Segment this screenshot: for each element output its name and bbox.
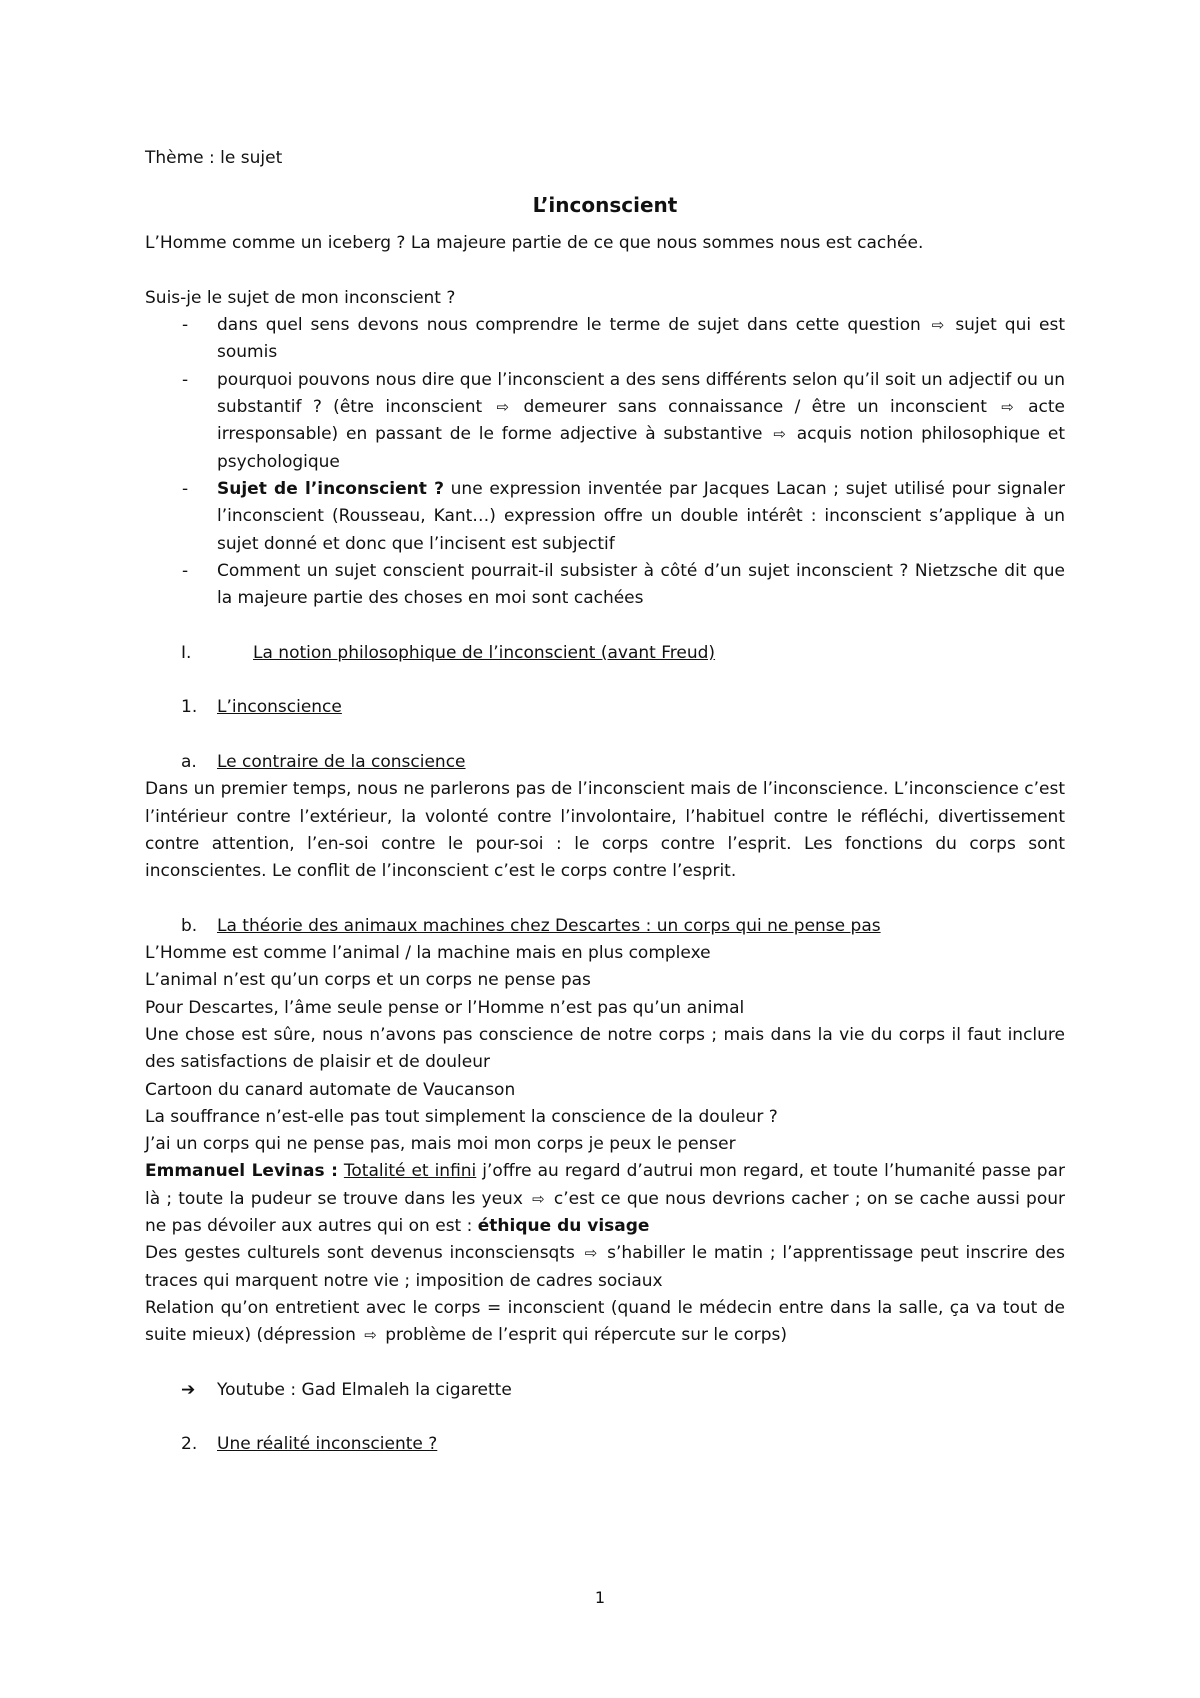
- text-line: Cartoon du canard automate de Vaucanson: [145, 1079, 516, 1100]
- right-arrow-icon: ⇨: [1001, 398, 1014, 417]
- text-line: L’Homme est comme l’animal / la machine mais en plus complexe: [145, 943, 711, 964]
- bullet-item: - Sujet de l’inconscient ? une expression inventée par Jacques Lacan ; sujet utilisé pour signaler l’inconscient (Rousseau, Kant…) expression offre un double intérêt : inconscient s’applique à un sujet donné et donc que l’incisent est subjectif: [182, 478, 1065, 554]
- gestes-paragraph: Des gestes culturels sont devenus inconsciensqts ⇨ s’habiller le matin ; l’apprentissage peut inscrire des traces qui marquent notre vie ; imposition de cadres sociaux: [145, 1240, 1065, 1295]
- document-title: L’inconscient: [532, 193, 678, 218]
- youtube-reference: ➔ Youtube : Gad Elmaleh la cigarette: [145, 1377, 1065, 1404]
- text-line: La souffrance n’est-elle pas tout simplement la conscience de la douleur ?: [145, 1106, 778, 1127]
- right-arrow-icon: ⇨: [496, 398, 510, 417]
- text-line: L’animal n’est qu’un corps et un corps ne pense pas: [145, 970, 591, 991]
- bold-arrow-icon: ➔: [181, 1379, 196, 1400]
- text-line: Pour Descartes, l’âme seule pense or l’Homme n’est pas qu’un animal: [145, 997, 745, 1018]
- document-body: [145, 145, 1065, 1459]
- right-arrow-icon: ⇨: [931, 316, 945, 335]
- right-arrow-icon: ⇨: [584, 1244, 598, 1263]
- bullet-item: - dans quel sens devons nous comprendre le terme de sujet dans cette question ⇨ sujet qui est soumis: [145, 312, 1065, 367]
- text-line: Une chose est sûre, nous n’avons pas conscience de notre corps ; mais dans la vie du corps il faut inclure des satisfactions de plaisir et de douleur: [145, 1024, 1065, 1073]
- relation-paragraph: Relation qu’on entretient avec le corps = inconscient (quand le médecin entre dans la salle, ça va tout de suite mieux) (dépression ⇨ problème de l’esprit qui répercute sur le corps): [145, 1295, 1065, 1350]
- right-arrow-icon: ⇨: [532, 1189, 545, 1208]
- right-arrow-icon: ⇨: [773, 425, 786, 444]
- text-line: J’ai un corps qui ne pense pas, mais moi mon corps je peux le penser: [145, 1134, 736, 1155]
- question-line: Suis-je le sujet de mon inconscient ?: [145, 287, 456, 308]
- levinas-paragraph: Emmanuel Levinas : Totalité et infini j’offre au regard d’autrui mon regard, et toute l’humanité passe par là ; toute la pudeur se trouve dans les yeux ⇨ c’est ce que nous devrions cacher ; on se cache aussi pour ne pas dévoiler aux autres qui on est : éthique du visage: [145, 1161, 1065, 1236]
- subsection-heading-b: b. La théorie des animaux machines chez Descartes : un corps qui ne pense pas: [181, 915, 881, 936]
- section-heading-I: I. La notion philosophique de l’inconscient (avant Freud): [181, 642, 716, 663]
- intro-line: L’Homme comme un iceberg ? La majeure partie de ce que nous sommes nous est cachée.: [145, 233, 924, 254]
- right-arrow-icon: ⇨: [364, 1326, 377, 1345]
- bullet-item: - pourquoi pouvons nous dire que l’inconscient a des sens différents selon qu’il soit un adjectif ou un substantif ? (être inconscient ⇨ demeurer sans connaissance / être un inconscient ⇨ acte irresponsable) en passant de le forme adjective à substantive ⇨ acquis notion philosophique et psychologique: [182, 369, 1066, 472]
- subsection-heading-a: a. Le contraire de la conscience: [181, 751, 466, 772]
- paragraph-inconscience: Dans un premier temps, nous ne parlerons pas de l’inconscient mais de l’inconscience. L’inconscience c’est l’intérieur contre l’extérieur, la volonté contre l’involontaire, l’habituel contre le réfléchi, divertissement contre attention, l’en-soi contre le pour-soi : le corps contre l’esprit. Les fonctions du corps sont inconscientes. Le conflit de l’inconscient c’est le corps contre l’esprit.: [145, 779, 1065, 882]
- bullet-item: - Comment un sujet conscient pourrait-il subsister à côté d’un sujet inconscient ? Nietzsche dit que la majeure partie des choses en moi sont cachées: [182, 560, 1065, 609]
- subsection-heading-2: 2. Une réalité inconsciente ?: [181, 1434, 438, 1455]
- page-number: 1: [594, 1588, 606, 1607]
- question-bullets: [145, 312, 1065, 612]
- theme-line: Thème : le sujet: [145, 148, 283, 168]
- subsection-heading-1: 1. L’inconscience: [181, 697, 342, 718]
